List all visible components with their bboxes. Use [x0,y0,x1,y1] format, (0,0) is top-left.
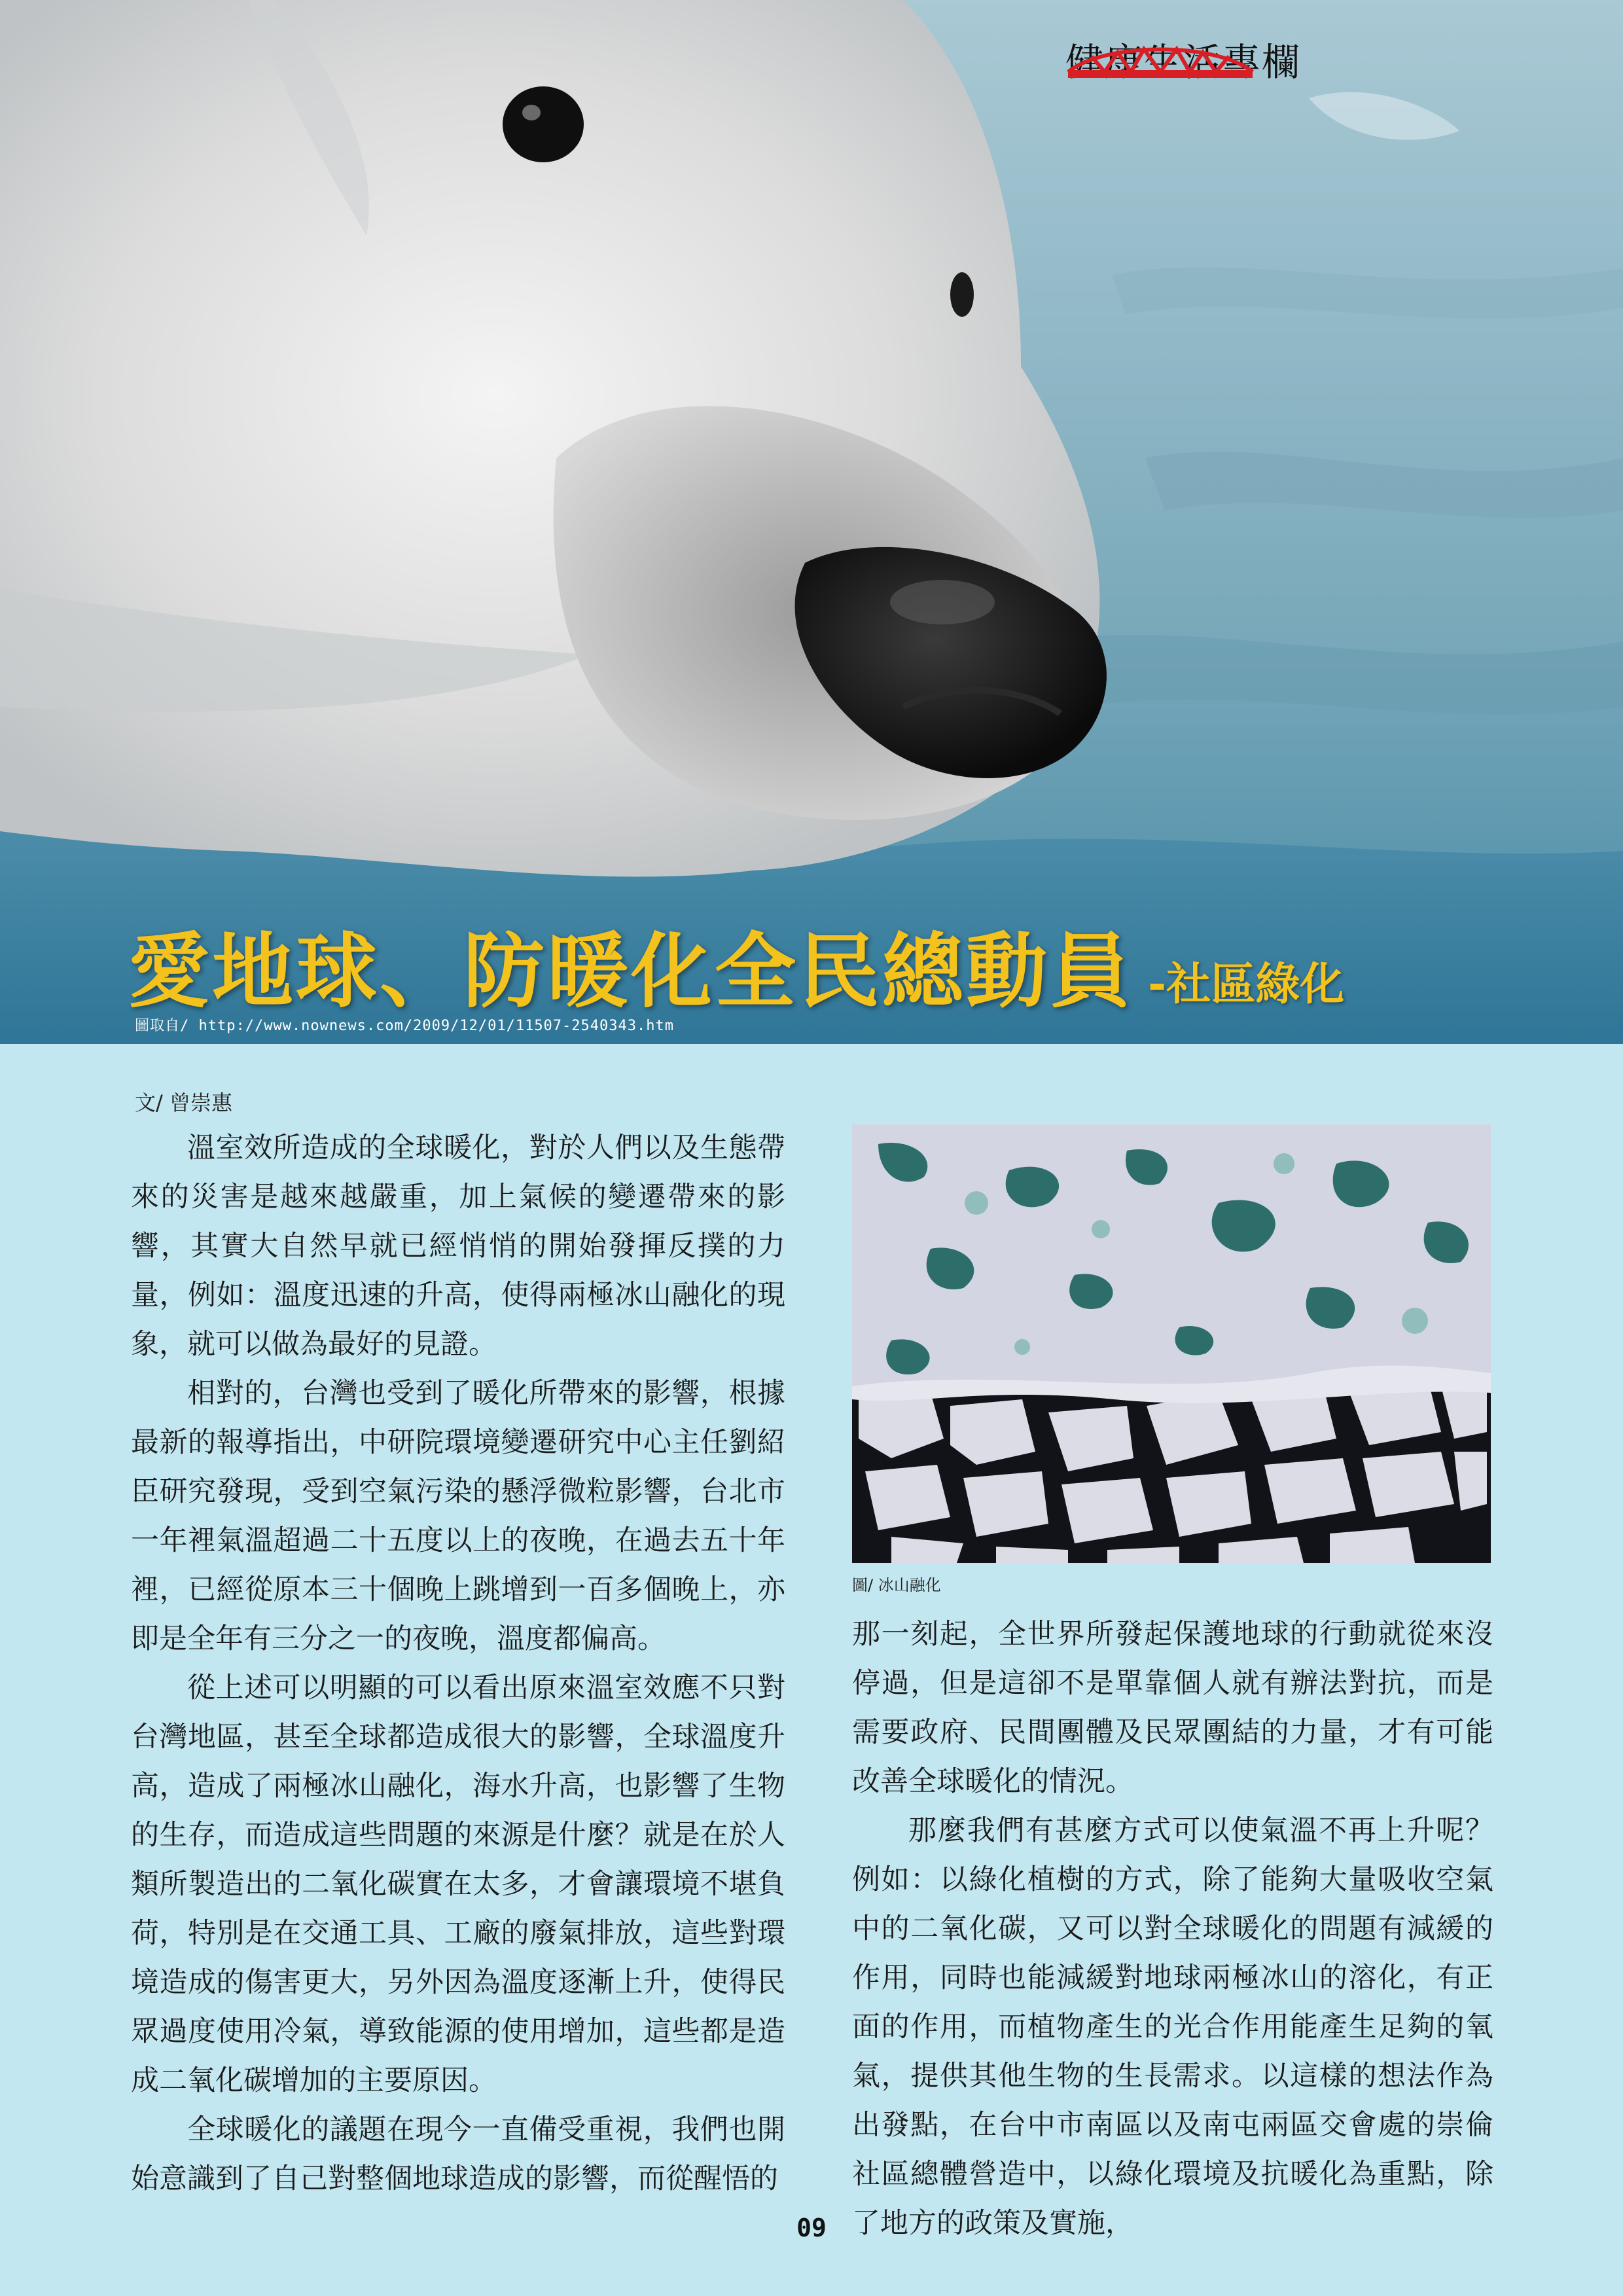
polar-bear-photo [0,0,1623,1044]
photo-credit: 圖取自/ http://www.nownews.com/2009/12/01/11507-2540343.htm [135,1018,674,1034]
paragraph: 相對的，台灣也受到了暖化所帶來的影響，根據最新的報導指出，中研院環境變遷研究中心主任劉紹臣研究發現，受到空氣污染的懸浮微粒影響，台北市一年裡氣溫超過二十五度以上的夜晚，在過去五十年裡，已經從原本三十個晚上跳增到一百多個晚上，亦即是全年有三分之一的夜晚，溫度都偏高。 [131,1377,785,1655]
article-title [128,906,1344,1023]
column-label [1065,33,1301,85]
right-column [852,1610,1493,2248]
paragraph: 那一刻起，全世界所發起保護地球的行動就從來沒停過，但是這卻不是單靠個人就有辦法對抗，而是需要政府、民間團體及民眾團結的力量，才有可能改善全球暖化的情況。 [852,1618,1493,1798]
article-title-main: 愛地球、防暖化全民總動員 [128,925,1134,1019]
paragraph: 那麼我們有甚麼方式可以使氣溫不再上升呢？例如：以綠化植樹的方式，除了能夠大量吸收空氣中的二氧化碳，又可以對全球暖化的問題有減緩的作用，同時也能減緩對地球兩極冰山的溶化，有正面的作用，而植物產生的光合作用能產生足夠的氧氣，提供其他生物的生長需求。以這樣的想法作為出發點，在台中市南區以及南屯兩區交會處的崇倫社區總體營造中，以綠化環境及抗暖化為重點，除了地方的政策及實施， [852,1814,1493,2240]
melting-ice-photo [852,1124,1491,1563]
page-number: 09 [796,2214,827,2242]
figure-caption: 圖/ 冰山融化 [852,1576,941,1594]
hero-section [0,0,1623,1044]
column-label-text: 健康生活專欄 [1065,40,1302,84]
article-title-sub: -社區綠化 [1148,959,1345,1011]
author-byline: 文/ 曾崇惠 [135,1090,232,1115]
paragraph: 全球暖化的議題在現今一直備受重視，我們也開始意識到了自己對整個地球造成的影響，而從醒悟的 [131,2113,785,2195]
left-column [131,1124,785,2204]
paragraph: 從上述可以明顯的可以看出原來溫室效應不只對台灣地區，甚至全球都造成很大的影響，全球溫度升高，造成了兩極冰山融化，海水升高，也影響了生物的生存，而造成這些問題的來源是什麼？就是在於人類所製造出的二氧化碳實在太多，才會讓環境不堪負荷，特別是在交通工具、工廠的廢氣排放，這些對環境造成的傷害更大，另外因為溫度逐漸上升，使得民眾過度使用冷氣，導致能源的使用增加，這些都是造成二氧化碳增加的主要原因。 [131,1672,785,2097]
paragraph: 溫室效所造成的全球暖化，對於人們以及生態帶來的災害是越來越嚴重，加上氣候的變遷帶來的影響，其實大自然早就已經悄悄的開始發揮反撲的力量，例如：溫度迅速的升高，使得兩極冰山融化的現象，就可以做為最好的見證。 [131,1132,785,1361]
bridge-icon [1065,33,1255,79]
